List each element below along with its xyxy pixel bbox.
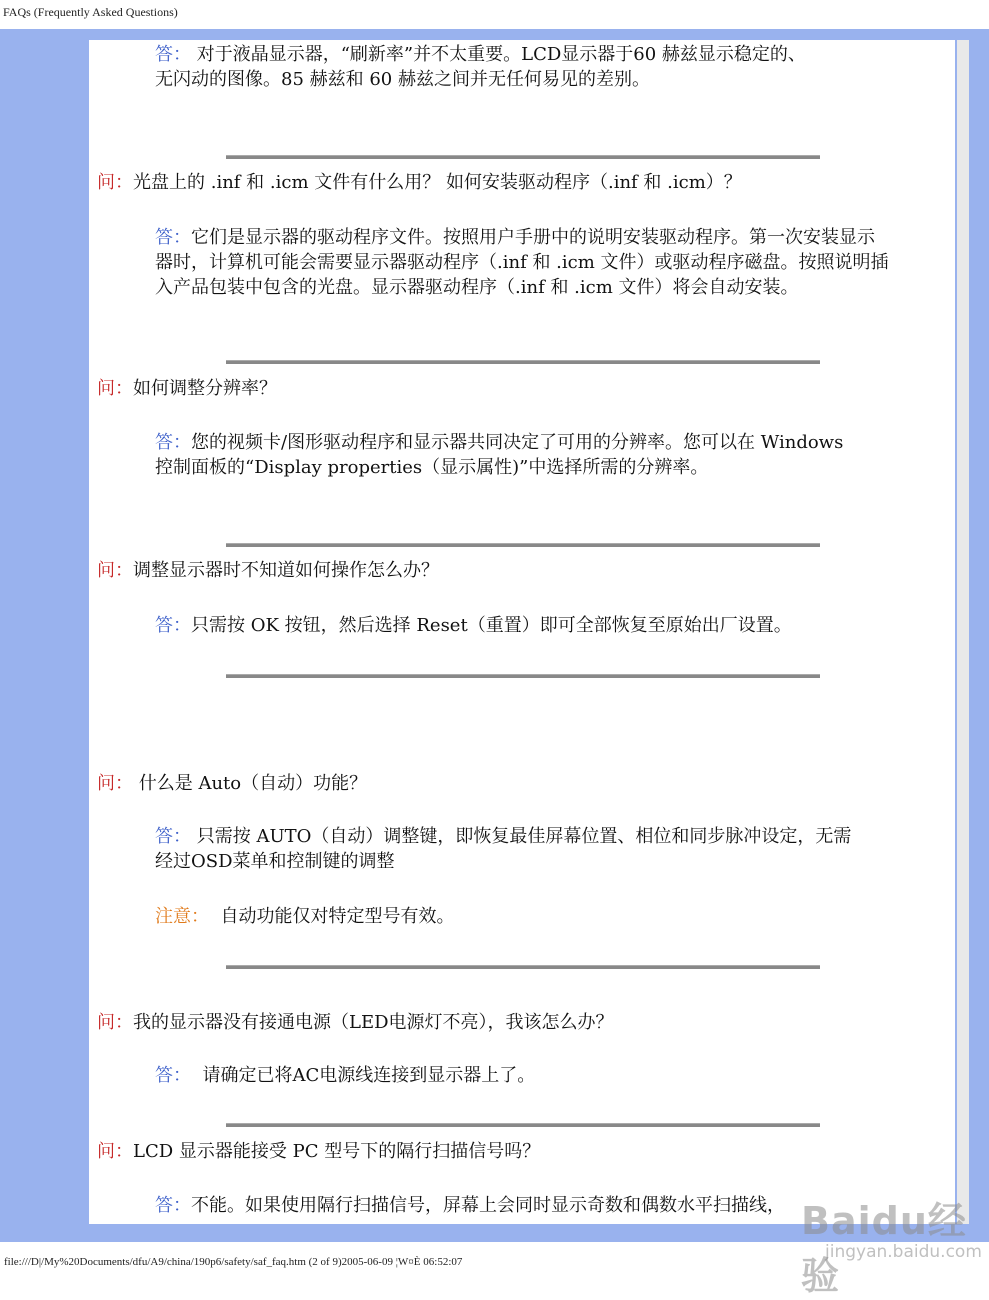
question-label: 问： xyxy=(97,378,133,399)
answer-label: 答： xyxy=(155,227,191,248)
question-power xyxy=(97,1010,917,1035)
question-text: 什么是 Auto（自动）功能？ xyxy=(138,773,368,794)
faq-panel xyxy=(89,40,955,1224)
question-resolution xyxy=(97,376,917,401)
answer-text: 不能。如果使用隔行扫描信号，屏幕上会同时显示奇数和偶数水平扫描线， xyxy=(191,1195,785,1216)
answer-text: 请确定已将AC电源线连接到显示器上了。 xyxy=(202,1065,536,1086)
answer-auto xyxy=(155,824,867,874)
divider xyxy=(226,155,820,159)
answer-label: 答： xyxy=(155,1065,191,1086)
answer-inf-icm xyxy=(155,225,889,300)
question-text: 我的显示器没有接通电源（LED电源灯不亮），我该怎么办？ xyxy=(133,1012,614,1033)
question-label: 问： xyxy=(97,560,133,581)
answer-text-line1: 对于液晶显示器，“刷新率”并不太重要。LCD显示器于60 赫兹显示稳定的、 xyxy=(196,44,806,65)
document-footer: file:///D|/My%20Documents/dfu/A9/china/190p6/safety/saf_faq.htm (2 of 9)2005-06-09 ¦W¤È 06:52:07 xyxy=(4,1256,463,1268)
question-text: LCD 显示器能接受 PC 型号下的隔行扫描信号吗？ xyxy=(133,1141,541,1162)
divider xyxy=(226,543,820,547)
answer-label: 答： xyxy=(155,432,191,453)
answer-refresh-rate xyxy=(155,42,885,92)
question-label: 问： xyxy=(97,773,133,794)
answer-text: 只需按 AUTO（自动）调整键，即恢复最佳屏幕位置、相位和同步脉冲设定，无需经过OSD菜单和控制键的调整 xyxy=(155,826,852,872)
divider xyxy=(226,674,820,678)
question-reset xyxy=(97,558,917,583)
answer-label: 答： xyxy=(155,44,191,65)
watermark-logo: Baidu经验 xyxy=(801,1199,967,1298)
divider xyxy=(226,360,820,364)
answer-text: 只需按 OK 按钮，然后选择 Reset（重置）即可全部恢复至原始出厂设置。 xyxy=(191,615,792,636)
divider xyxy=(226,1123,820,1127)
question-text: 调整显示器时不知道如何操作怎么办？ xyxy=(133,560,439,581)
question-label: 问： xyxy=(97,1141,133,1162)
question-interlace xyxy=(97,1139,917,1164)
note-text: 自动功能仅对特定型号有效。 xyxy=(220,906,455,927)
answer-label: 答： xyxy=(155,1195,191,1216)
note-auto xyxy=(155,904,867,929)
watermark-url: jingyan.baidu.com xyxy=(825,1242,982,1262)
answer-label: 答： xyxy=(155,615,191,636)
watermark xyxy=(781,1186,982,1298)
question-inf-icm xyxy=(97,170,917,195)
document-header: FAQs (Frequently Asked Questions) xyxy=(3,5,178,19)
question-auto xyxy=(97,771,917,796)
question-text: 光盘上的 .inf 和 .icm 文件有什么用？ 如何安装驱动程序（.inf 和 .icm）？ xyxy=(133,172,742,193)
answer-text: 它们是显示器的驱动程序文件。按照用户手册中的说明安装驱动程序。第一次安装显示器时，计算机可能会需要显示器驱动程序（.inf 和 .icm 文件）或驱动程序磁盘。按照说明插入产品包装中包含的光盘。显示器驱动程序（.inf 和 .icm 文件）将会自动安装。 xyxy=(155,227,889,298)
answer-text: 您的视频卡/图形驱动程序和显示器共同决定了可用的分辨率。您可以在 Windows 控制面板的“Display properties（显示属性)”中选择所需的分辨率。 xyxy=(155,432,844,478)
answer-label: 答： xyxy=(155,826,191,847)
question-label: 问： xyxy=(97,172,133,193)
question-label: 问： xyxy=(97,1012,133,1033)
answer-reset xyxy=(155,613,925,638)
question-text: 如何调整分辨率？ xyxy=(133,378,277,399)
answer-text-line2: 无闪动的图像。85 赫兹和 60 赫兹之间并无任何易见的差别。 xyxy=(155,69,650,90)
answer-power xyxy=(155,1063,867,1088)
divider xyxy=(226,965,820,969)
scrollbar[interactable] xyxy=(957,40,969,1224)
note-label: 注意： xyxy=(155,906,209,927)
answer-resolution xyxy=(155,430,867,480)
